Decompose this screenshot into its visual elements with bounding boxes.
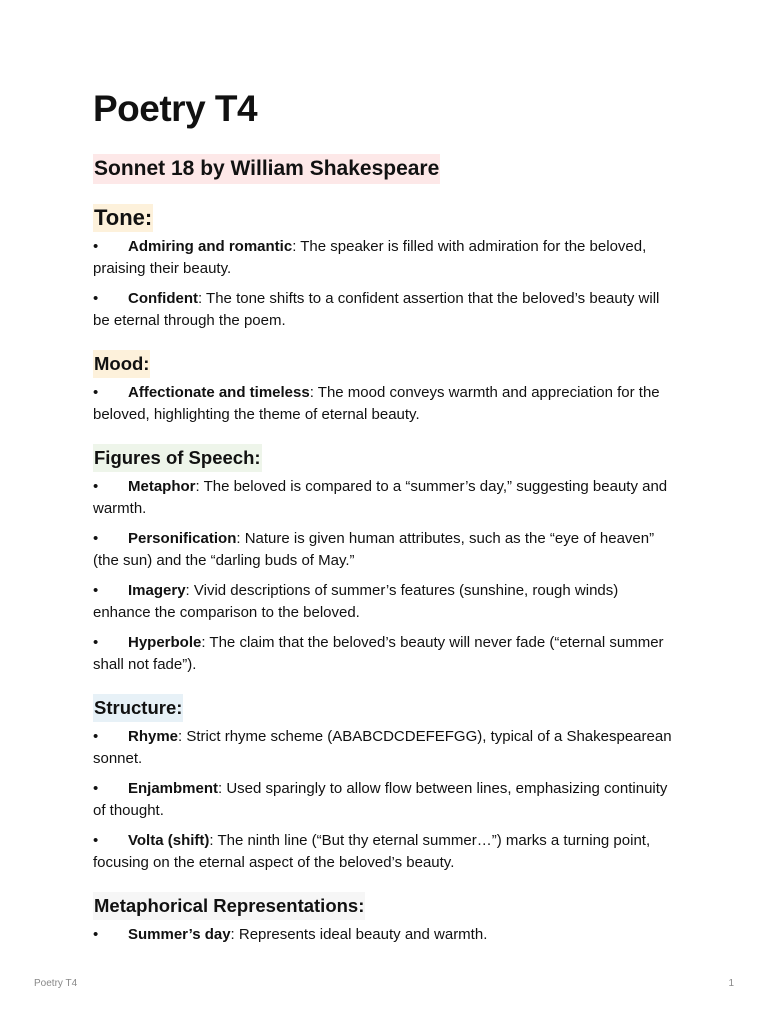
section-heading-mood: Mood: [93, 350, 150, 378]
list-item [93, 632, 678, 676]
document-subtitle: Sonnet 18 by William Shakespeare [93, 154, 440, 184]
term: Volta (shift) [128, 832, 210, 849]
metaphorical-representations-list [93, 924, 678, 946]
figures-of-speech-list [93, 476, 678, 676]
term: Admiring and romantic [128, 238, 293, 255]
mood-list [93, 382, 678, 426]
bullet-icon: • [93, 926, 99, 943]
list-item [93, 528, 678, 572]
section-heading-structure: Structure: [93, 694, 183, 722]
description: : Represents ideal beauty and warmth. [230, 926, 488, 943]
document-body [93, 154, 678, 954]
term: Summer’s day [128, 926, 231, 943]
bullet-icon: • [93, 832, 99, 849]
description: : Nature is given human attributes, such as the “eye of heaven” (the sun) and the “darling buds of May.” [93, 530, 655, 569]
tone-list [93, 236, 678, 332]
term: Enjambment [128, 780, 219, 797]
term: Imagery [128, 582, 186, 599]
list-item [93, 236, 678, 280]
section-heading-figures-of-speech: Figures of Speech: [93, 444, 262, 472]
bullet-icon: • [93, 238, 99, 255]
bullet-icon: • [93, 634, 99, 651]
structure-list [93, 726, 678, 874]
description: : The beloved is compared to a “summer’s day,” suggesting beauty and warmth. [93, 478, 668, 517]
term: Confident [128, 290, 198, 307]
section-heading-tone: Tone: [94, 205, 153, 230]
list-item [93, 580, 678, 624]
description: : Strict rhyme scheme (ABABCDCDEFEFGG), typical of a Shakespearean sonnet. [93, 728, 672, 767]
section-heading-metaphorical-representations: Metaphorical Representations: [93, 892, 365, 920]
footer-document-title: Poetry T4 [34, 978, 78, 989]
term: Affectionate and timeless [128, 384, 310, 401]
bullet-icon: • [93, 530, 99, 547]
description: : The mood conveys warmth and appreciation for the beloved, highlighting the theme of eternal beauty. [93, 384, 660, 423]
bullet-icon: • [93, 582, 99, 599]
section-mood [93, 350, 678, 426]
description: : The ninth line (“But thy eternal summer…”) marks a turning point, focusing on the eternal aspect of the beloved’s beauty. [93, 832, 651, 871]
section-figures-of-speech [93, 444, 678, 676]
term: Hyperbole [128, 634, 202, 651]
list-item [93, 382, 678, 426]
term: Metaphor [128, 478, 196, 495]
term: Personification [128, 530, 237, 547]
section-tone [93, 204, 678, 332]
list-item [93, 924, 678, 946]
bullet-icon: • [93, 780, 99, 797]
page-number: 1 [728, 978, 734, 989]
description: : Used sparingly to allow flow between lines, emphasizing continuity of thought. [93, 780, 668, 819]
page-title: Poetry T4 [93, 88, 258, 129]
bullet-icon: • [93, 384, 99, 401]
bullet-icon: • [93, 290, 99, 307]
description: : The claim that the beloved’s beauty will never fade (“eternal summer shall not fade”). [93, 634, 664, 673]
section-metaphorical-representations [93, 892, 678, 946]
list-item [93, 726, 678, 770]
bullet-icon: • [93, 478, 99, 495]
description: : The tone shifts to a confident assertion that the beloved’s beauty will be eternal through the poem. [93, 290, 660, 329]
description: : Vivid descriptions of summer’s features (sunshine, rough winds) enhance the comparison to the beloved. [93, 582, 619, 621]
section-structure [93, 694, 678, 874]
list-item [93, 476, 678, 520]
list-item [93, 778, 678, 822]
term: Rhyme [128, 728, 179, 745]
list-item [93, 830, 678, 874]
description: : The speaker is filled with admiration for the beloved, praising their beauty. [93, 238, 647, 277]
list-item [93, 288, 678, 332]
bullet-icon: • [93, 728, 99, 745]
